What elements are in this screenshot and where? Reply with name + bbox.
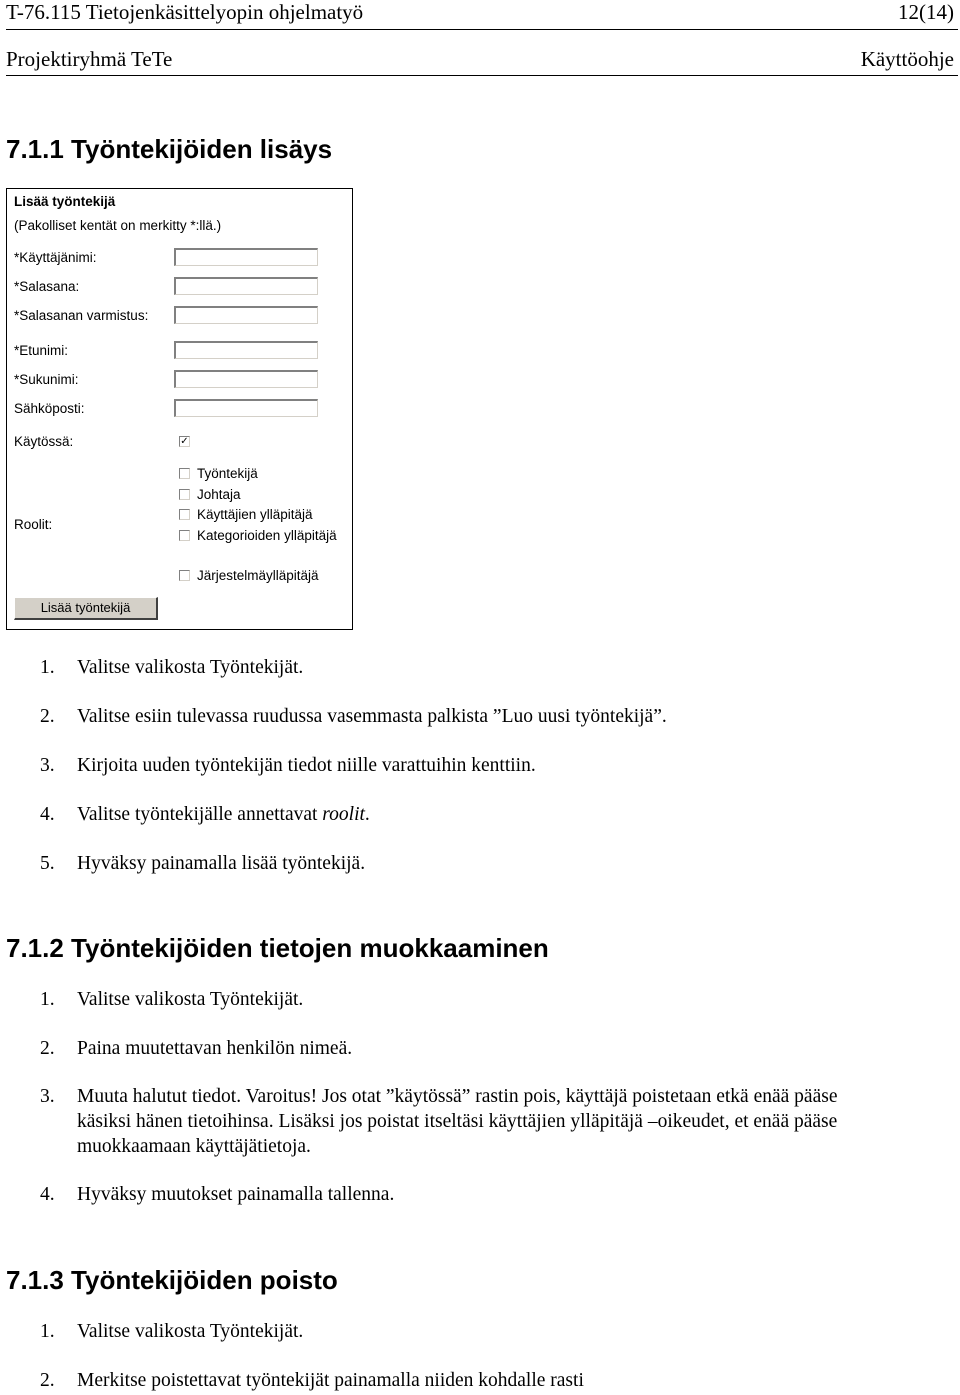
email-label: Sähköposti:	[14, 401, 85, 416]
role-label-category-admin: Kategorioiden ylläpitäjä	[197, 528, 337, 543]
role-checkbox-manager[interactable]	[179, 489, 190, 500]
step-number: 1.	[40, 989, 55, 1010]
add-employee-form-screenshot	[6, 188, 353, 630]
step-text: Paina muutettavan henkilön nimeä.	[77, 1038, 353, 1059]
page-number: 12(14)	[898, 0, 954, 24]
step-number: 5.	[40, 853, 55, 874]
firstname-input[interactable]	[174, 341, 318, 359]
role-checkbox-employee[interactable]	[179, 468, 190, 479]
role-label-manager: Johtaja	[197, 487, 241, 502]
password-label: *Salasana:	[14, 279, 80, 294]
role-label-employee: Työntekijä	[197, 466, 258, 481]
add-employee-button[interactable]: Lisää työntekijä	[14, 597, 158, 620]
active-label: Käytössä:	[14, 434, 74, 449]
role-checkbox-user-admin[interactable]	[179, 509, 190, 520]
step-number: 3.	[40, 1086, 55, 1107]
step-number: 3.	[40, 755, 55, 776]
step-text-line: muokkaamaan käyttäjätietoja.	[77, 1136, 311, 1157]
password-confirm-label: *Salasanan varmistus:	[14, 308, 149, 323]
role-label-user-admin: Käyttäjien ylläpitäjä	[197, 507, 313, 522]
step-number: 2.	[40, 706, 55, 727]
email-input[interactable]	[174, 399, 318, 417]
step-number: 1.	[40, 1321, 55, 1342]
step-text-line: Muuta halutut tiedot. Varoitus! Jos otat ”käytössä” rastin pois, käyttäjä poistetaan etkä enää pääse	[77, 1086, 838, 1107]
role-checkbox-category-admin[interactable]	[179, 530, 190, 541]
step-text: Hyväksy painamalla lisää työntekijä.	[77, 853, 366, 874]
firstname-label: *Etunimi:	[14, 343, 69, 358]
course-title: T-76.115 Tietojenkäsittelyopin ohjelmatyö	[6, 0, 364, 24]
step-text: Merkitse poistettavat työntekijät painamalla niiden kohdalle rasti	[77, 1370, 584, 1391]
form-title: Lisää työntekijä	[14, 194, 116, 209]
header-divider	[6, 29, 958, 30]
step-text-part: .	[364, 804, 370, 825]
step-number: 4.	[40, 1184, 55, 1205]
step-number: 4.	[40, 804, 55, 825]
password-confirm-input[interactable]	[174, 306, 318, 324]
active-checkbox[interactable]	[179, 436, 190, 447]
roles-label: Roolit:	[14, 517, 53, 532]
step-text-part: Valitse työntekijälle annettavat	[77, 804, 323, 825]
project-group: Projektiryhmä TeTe	[6, 47, 173, 71]
step-text: Kirjoita uuden työntekijän tiedot niille varattuihin kenttiin.	[77, 755, 536, 776]
document-type: Käyttöohje	[860, 47, 954, 71]
step-number: 2.	[40, 1038, 55, 1059]
form-required-note: (Pakolliset kentät on merkitty *:llä.)	[14, 218, 222, 233]
section-heading-add: 7.1.1 Työntekijöiden lisäys	[6, 134, 333, 164]
step-text-line: käsiksi hänen tietoihinsa. Lisäksi jos poistat itseltäsi käyttäjien ylläpitäjä –oikeudet, et enää pääse	[77, 1111, 838, 1132]
username-input[interactable]	[174, 248, 318, 266]
username-label: *Käyttäjänimi:	[14, 250, 97, 265]
role-label-system-admin: Järjestelmäylläpitäjä	[197, 568, 319, 583]
step-number: 2.	[40, 1370, 55, 1391]
password-input[interactable]	[174, 277, 318, 295]
lastname-label: *Sukunimi:	[14, 372, 79, 387]
step-text: Hyväksy muutokset painamalla tallenna.	[77, 1184, 395, 1205]
step-number: 1.	[40, 657, 55, 678]
section-heading-edit: 7.1.2 Työntekijöiden tietojen muokkaaminen	[6, 933, 549, 963]
section-heading-delete: 7.1.3 Työntekijöiden poisto	[6, 1265, 338, 1295]
step-text: Valitse valikosta Työntekijät.	[77, 1321, 304, 1342]
step-text: Valitse valikosta Työntekijät.	[77, 989, 304, 1010]
checkmark-icon: ✓	[180, 436, 189, 447]
role-checkbox-system-admin[interactable]	[179, 570, 190, 581]
step-text: Valitse esiin tulevassa ruudussa vasemmasta palkista ”Luo uusi työntekijä”.	[77, 706, 667, 727]
roles-emphasis: roolit	[322, 804, 365, 825]
step-text: Valitse valikosta Työntekijät.	[77, 657, 304, 678]
step-text	[77, 804, 370, 826]
header-divider-2	[6, 75, 958, 76]
lastname-input[interactable]	[174, 370, 318, 388]
